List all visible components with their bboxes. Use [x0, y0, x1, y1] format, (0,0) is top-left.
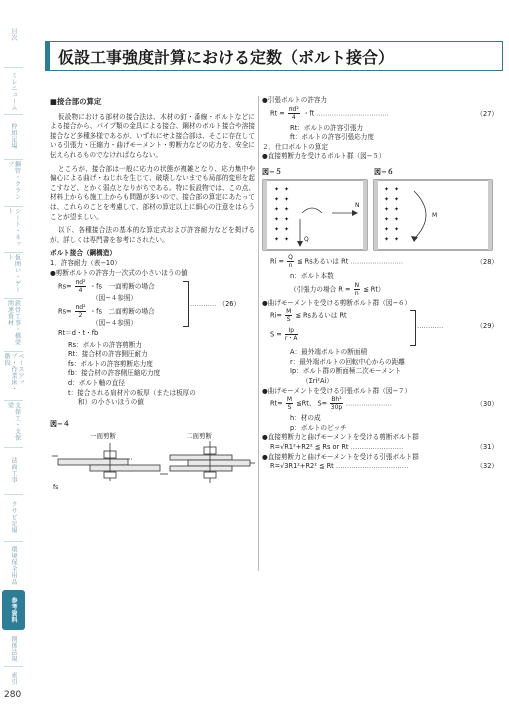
sidebar-tab-regulations[interactable]: 関係法規: [10, 636, 17, 662]
svg-text:Q: Q: [304, 235, 309, 243]
bullet-heading: ●引張ボルトの許容力: [262, 96, 328, 104]
svg-text:✦: ✦: [284, 235, 290, 243]
figure-4-label: 図−４: [50, 419, 70, 428]
equation-32: R=√3R1²+R2² ≦ Rt …………………………… （32）: [270, 462, 498, 471]
sidebar-tab-steel-pipe-clamp[interactable]: 鋼管・クランプ: [6, 161, 21, 200]
sidebar-divider: [4, 206, 23, 207]
column-divider: [258, 96, 259, 571]
sidebar-divider: [4, 159, 23, 160]
sidebar-divider: [4, 252, 23, 253]
definition: p：ボルトのピッチ: [290, 423, 347, 432]
fraction: $\frac{M}{S}$: [286, 396, 292, 412]
svg-text:✦: ✦: [274, 185, 280, 193]
bullet-heading: ●直接剪断力と曲げモーメントを受ける剪断ボルト群: [262, 433, 419, 442]
bullet-heading: ●曲げモーメントを受ける引張ボルト群（図−７）: [262, 386, 412, 395]
sidebar-tab-frame-scaffold[interactable]: 枠組足場: [10, 123, 17, 149]
svg-text:N: N: [355, 201, 360, 209]
section-heading: ■接合部の算定: [50, 97, 102, 106]
svg-text:✦: ✦: [384, 185, 390, 193]
double-shear-diagram: [170, 441, 255, 483]
fraction: $\frac{\text{πd²}}{4}$: [75, 279, 86, 295]
svg-text:✦: ✦: [274, 225, 280, 233]
definition: d：ボルト軸の直径: [68, 379, 125, 388]
sidebar-divider: [4, 447, 23, 448]
bullet-heading: ●剪断ボルトの許容力一次式の小さいほうの値: [50, 268, 188, 277]
sidebar-tab-environment[interactable]: 環境保全用品: [10, 545, 17, 585]
sidebar-tab-wedge-scaffold[interactable]: クサビ足場: [10, 500, 17, 534]
svg-text:M: M: [432, 211, 438, 219]
svg-text:fs: fs: [53, 484, 59, 492]
figure-6-label: 図−６: [374, 167, 394, 176]
item-heading: 1．許容耐力（表−10）: [50, 258, 121, 267]
definition: n：ボルト本数: [290, 271, 334, 280]
svg-text:✦: ✦: [394, 185, 400, 193]
definition: h：材の成: [290, 414, 321, 423]
sidebar-tab-toc[interactable]: 目次: [10, 27, 17, 41]
figure-5-diagram: [263, 180, 367, 250]
sidebar-divider: [4, 114, 23, 115]
brace: [183, 281, 189, 327]
figure-4-diagram: [50, 429, 255, 499]
svg-text:✦: ✦: [394, 195, 400, 203]
sidebar-divider: [4, 666, 23, 667]
definition: A：最外端ボルトの断面積: [290, 348, 368, 357]
definition: r：最外端ボルトの回転中心からの距離: [290, 357, 405, 366]
svg-text:✦: ✦: [274, 215, 280, 223]
svg-text:✦: ✦: [384, 235, 390, 243]
subsection-heading: ボルト接合（鋼構造）: [50, 249, 116, 258]
fraction: $\frac{M}{S}$: [286, 308, 292, 324]
fraction: $\frac{Ip}{r・A}$: [284, 327, 298, 343]
equation-27: Rt = $\frac{\text{πd²}}{4}$ ・ft …………………………… （27）: [270, 105, 498, 121]
sidebar-tab-steel-bridge[interactable]: 鉄骨工事・橋梁関連資材: [6, 300, 21, 346]
svg-text:✦: ✦: [274, 195, 280, 203]
svg-text:✦: ✦: [284, 215, 290, 223]
sidebar-tab-millennium[interactable]: ミレニューム: [10, 71, 17, 111]
fraction: $\frac{N}{n}$: [354, 281, 360, 297]
sidebar-divider: [4, 494, 23, 495]
definition: （Σri²Ai）: [302, 376, 333, 385]
sidebar-index: [0, 0, 27, 690]
definition: t：接合される肩材片の板厚（または板厚の: [68, 388, 196, 397]
definition: Ip：ボルト群の断面極二次モーメント: [290, 367, 402, 376]
fraction: $\frac{\text{Bh²}}{30p}$: [330, 396, 343, 412]
equation-29: Ri= $\frac{M}{S}$ ≦ Rsあるいは Rt S = $\frac{Ip}{r・A}$ ………… （29）: [262, 308, 498, 346]
equation-28: Ri = $\frac{Q}{n}$ ≦ Rsあるいは Rt …………………… （28）: [270, 253, 498, 269]
page-title-bar: [45, 41, 503, 71]
svg-text:✦: ✦: [394, 235, 400, 243]
sidebar-tab-reference[interactable]: 参考資料: [2, 590, 25, 630]
sidebar-divider: [4, 67, 23, 68]
svg-text:✦: ✦: [284, 185, 290, 193]
double-shear-label: 二面剪断: [186, 432, 212, 441]
equation-30: Rt= $\frac{M}{S}$ ≦Rt、 S= $\frac{\text{Bh²}}{30p}$ ………………… （30）: [270, 396, 498, 412]
svg-text:✦: ✦: [394, 225, 400, 233]
equation-line: Rt＝d・t・fb: [58, 329, 99, 338]
definition: Rs：ボルトの許容剪断力: [68, 340, 142, 349]
right-column: [262, 97, 498, 472]
svg-text:✦: ✦: [384, 225, 390, 233]
figures-5-6: [262, 168, 498, 254]
sidebar-tab-sheet-net[interactable]: シート・ネット: [6, 208, 21, 247]
fraction: $\frac{\text{πd²}}{2}$: [75, 304, 86, 320]
paragraph: 仮設物における部材の接合法は、木材の釘・番線・ボルトなどによる接合から、パイプ類の金具による接合、鋼材のボルト接合や溶接接合など多種多様であるが、いずれにせよ接合部は、そこに存在している引張力・圧縮力・曲げモーメント・剪断力などの応力を、安全に伝えられるものでなければならない。: [50, 112, 255, 159]
fraction: $\frac{\text{πd²}}{4}$: [288, 105, 299, 121]
sidebar-divider: [4, 400, 23, 401]
svg-text:✦: ✦: [384, 215, 390, 223]
sidebar-tab-index[interactable]: 索引: [10, 671, 17, 685]
bullet-heading: ●直接剪断力を受けるボルト群（図−５）: [262, 152, 386, 161]
svg-text:✦: ✦: [394, 205, 400, 213]
svg-text:✦: ✦: [274, 235, 280, 243]
paragraph: 以下、各種接合法の基本的な算定式および許容耐力などを掲げるが、詳しくは専門書を参考にされたい。: [50, 226, 255, 244]
svg-text:✦: ✦: [394, 215, 400, 223]
paragraph: ところが、接合部は一般に応力の状態が複雑となり、応力集中や偏心による曲げ・ねじれを生じて、破壊しないまでも局部的変形を起こすなど、とかく弱点となりがちである。特に仮設物では、この点、材料上からも施工上からも問題が多いので、接合部の算定にあたっては、これらのことを考慮して、部材の算定以上に細心の注意をはらうことが望ましい。: [50, 164, 255, 221]
brace: [410, 310, 416, 346]
page-title: 仮設工事強度計算における定数（ボルト接合）: [58, 47, 395, 67]
svg-text:✦: ✦: [284, 195, 290, 203]
definition: Rt：ボルトの許容引張力: [290, 123, 364, 132]
svg-text:✦: ✦: [284, 205, 290, 213]
sidebar-tab-base-up[interactable]: ベースアップ・作業床・階段: [3, 353, 24, 392]
page-number: 280: [4, 690, 22, 700]
bullet-heading: ●曲げモーメントを受ける剪断ボルト群（図−６）: [262, 298, 412, 307]
definition: 和）の小さいほうの値: [78, 398, 144, 407]
sidebar-tab-shoring[interactable]: 支保工・支保梁: [6, 402, 21, 441]
sidebar-divider: [4, 351, 23, 352]
equation-26: Rs= $\frac{\text{πd²}}{4}$ ・fs 一面剪断の場合 （図−４参照） Rs= $\frac{\text{πd²}}{2}$ ・fs 二面剪断の場合 （図−４参照） ………… （26）: [58, 279, 241, 328]
equation-28-condition: （引張力の場合 R = $\frac{N}{n}$ ≦ Rt）: [290, 281, 385, 297]
svg-text:✦: ✦: [274, 205, 280, 213]
item-heading: ２．仕口ボルトの算定: [262, 142, 328, 151]
figure-6-diagram: [374, 180, 492, 250]
svg-text:✦: ✦: [384, 195, 390, 203]
sidebar-tab-fence-gate[interactable]: 仮囲い・ゲート: [6, 254, 21, 293]
svg-text:✦: ✦: [384, 205, 390, 213]
figure-5-label: 図−５: [262, 167, 282, 176]
definition: ft：ボルトの許容引張応力度: [290, 133, 374, 142]
fraction: $\frac{Q}{n}$: [288, 253, 293, 269]
sidebar-tab-slope[interactable]: 法面工事: [10, 457, 17, 483]
single-shear-label: 一面剪断: [90, 432, 116, 441]
definition: Rt：接合材の許容側圧耐力: [68, 350, 148, 359]
left-column: [50, 97, 255, 503]
sidebar-divider: [4, 541, 23, 542]
definition: fb：接合材の許容側圧縮応力度: [68, 369, 161, 378]
definition: fs：ボルトの許容剪断応力度: [68, 359, 153, 368]
svg-text:✦: ✦: [284, 225, 290, 233]
single-shear-diagram: [52, 443, 168, 481]
equation-31: R=√R1²+R2² ≦ Rs or Rt …………………… （31）: [270, 442, 498, 451]
sidebar-divider: [4, 298, 23, 299]
figure-5-6-diagram: [262, 179, 498, 253]
bullet-heading: ●直接剪断力と曲げモーメントを受ける引張ボルト群: [262, 452, 419, 461]
